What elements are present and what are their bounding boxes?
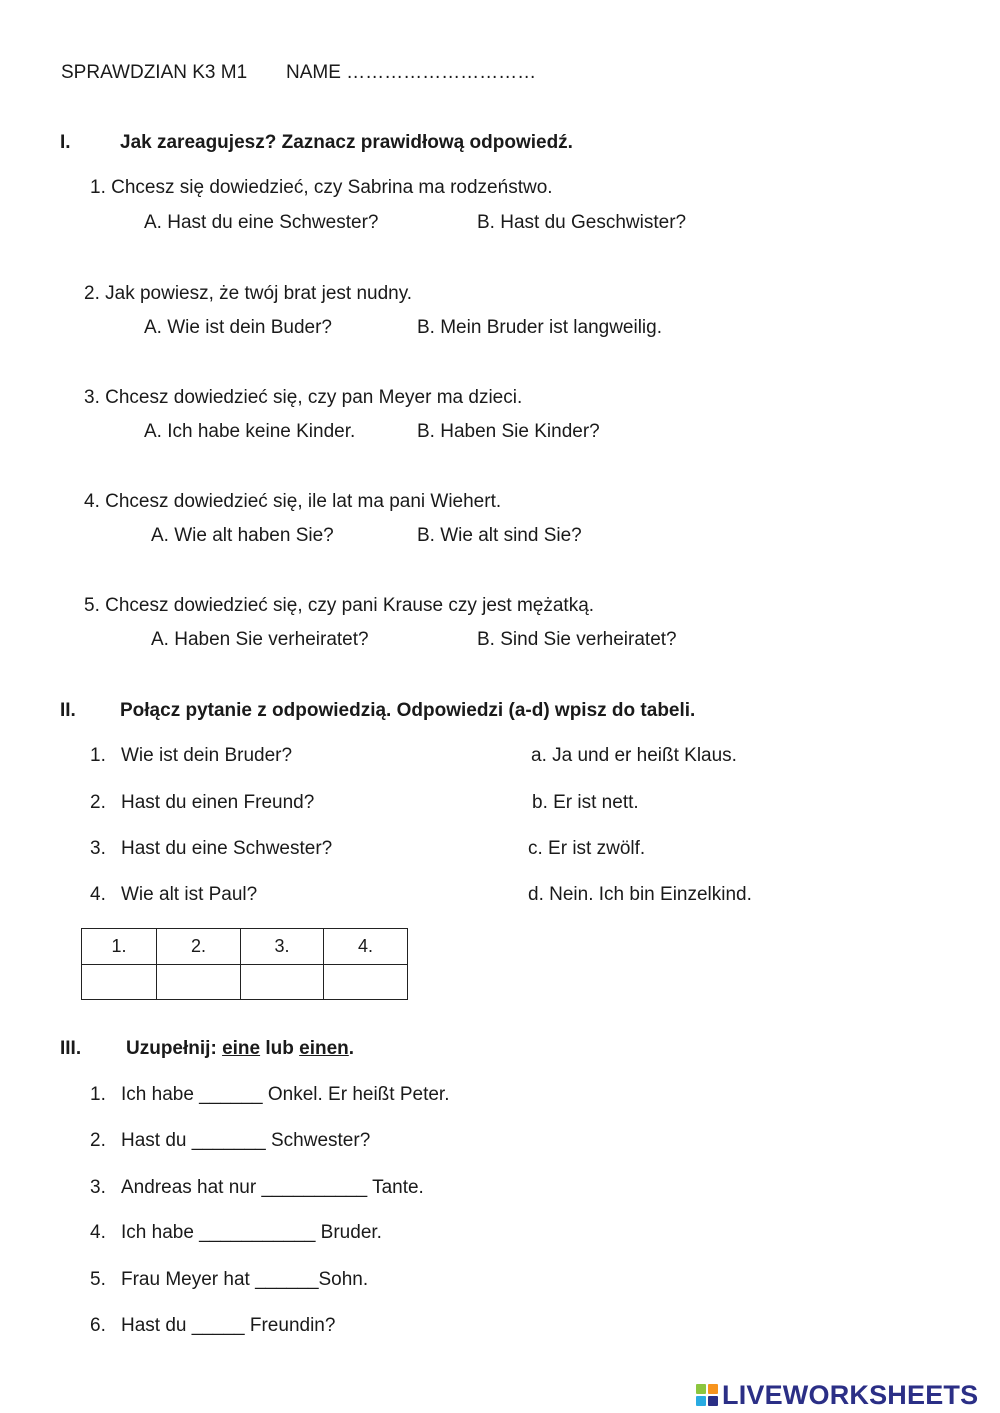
question-4-prompt: 4. Chcesz dowiedzieć się, ile lat ma pani Wiehert. [84, 491, 502, 512]
answer-table-header: 2. [157, 929, 241, 965]
question-5-prompt: 5. Chcesz dowiedzieć się, czy pani Krause czy jest mężatką. [84, 595, 595, 616]
question-5-option-a[interactable]: A. Haben Sie verheiratet? [151, 629, 369, 650]
question-2-option-a[interactable]: A. Wie ist dein Buder? [144, 317, 332, 338]
question-4-option-a[interactable]: A. Wie alt haben Sie? [151, 525, 334, 546]
section-3-instruction-connector: lub [260, 1038, 300, 1059]
question-2-option-b[interactable]: B. Mein Bruder ist langweilig. [417, 317, 662, 338]
question-1-option-a[interactable]: A. Hast du eine Schwester? [144, 212, 379, 233]
word-option-einen: einen [299, 1038, 349, 1059]
match-question: Hast du eine Schwester? [121, 838, 333, 859]
word-option-eine: eine [222, 1038, 261, 1059]
answer-table-header: 3. [241, 929, 324, 965]
fill-item-number: 6. [90, 1315, 106, 1336]
logo-mark-icon [696, 1384, 718, 1406]
match-answer: a. Ja und er heißt Klaus. [531, 745, 737, 766]
question-3-option-b[interactable]: B. Haben Sie Kinder? [417, 421, 600, 442]
match-question-number: 3. [90, 838, 106, 859]
match-answer: b. Er ist nett. [532, 792, 639, 813]
answer-input-cell-3[interactable] [241, 965, 324, 1000]
match-question: Wie ist dein Bruder? [121, 745, 293, 766]
fill-item-number: 5. [90, 1269, 106, 1290]
section-1-instruction: Jak zareagujesz? Zaznacz prawidłową odpowiedź. [120, 132, 573, 153]
question-3-option-a[interactable]: A. Ich habe keine Kinder. [144, 421, 356, 442]
section-3-instruction-lead: Uzupełnij: [126, 1038, 223, 1059]
fill-item-sentence[interactable]: Hast du _____ Freundin? [121, 1315, 336, 1336]
fill-item-sentence[interactable]: Frau Meyer hat ______Sohn. [121, 1269, 369, 1290]
question-2-prompt: 2. Jak powiesz, że twój brat jest nudny. [84, 283, 413, 304]
logo-square-icon [708, 1396, 718, 1406]
fill-item-sentence[interactable]: Andreas hat nur __________ Tante. [121, 1177, 424, 1198]
fill-item-number: 3. [90, 1177, 106, 1198]
fill-item-sentence[interactable]: Ich habe ______ Onkel. Er heißt Peter. [121, 1084, 450, 1105]
fill-item-number: 2. [90, 1130, 106, 1151]
answer-input-cell-2[interactable] [157, 965, 241, 1000]
answer-input-cell-4[interactable] [324, 965, 408, 1000]
section-2-instruction: Połącz pytanie z odpowiedzią. Odpowiedzi (a-d) wpisz do tabeli. [120, 700, 696, 721]
fill-item-sentence[interactable]: Ich habe ___________ Bruder. [121, 1222, 382, 1243]
section-1-numeral: I. [60, 132, 71, 153]
section-3-instruction-end: . [348, 1038, 355, 1059]
answer-table [81, 928, 408, 1000]
logo-square-icon [708, 1384, 718, 1394]
logo-square-icon [696, 1396, 706, 1406]
answer-input-cell-1[interactable] [82, 965, 157, 1000]
logo-square-icon [696, 1384, 706, 1394]
fill-item-sentence[interactable]: Hast du _______ Schwester? [121, 1130, 371, 1151]
question-5-option-b[interactable]: B. Sind Sie verheiratet? [477, 629, 677, 650]
question-3-prompt: 3. Chcesz dowiedzieć się, czy pan Meyer ma dzieci. [84, 387, 523, 408]
question-1-option-b[interactable]: B. Hast du Geschwister? [477, 212, 687, 233]
answer-table-header: 4. [324, 929, 408, 965]
section-3-numeral: III. [60, 1038, 82, 1059]
worksheet-title: SPRAWDZIAN K3 M1 [61, 62, 248, 83]
logo-wordmark: LIVEWORKSHEETS [722, 1379, 979, 1410]
match-answer: d. Nein. Ich bin Einzelkind. [528, 884, 752, 905]
section-3-instruction [126, 1039, 354, 1058]
match-question-number: 4. [90, 884, 106, 905]
match-answer: c. Er ist zwölf. [528, 838, 646, 859]
match-question-number: 1. [90, 745, 106, 766]
question-4-option-b[interactable]: B. Wie alt sind Sie? [417, 525, 582, 546]
match-question-number: 2. [90, 792, 106, 813]
fill-item-number: 1. [90, 1084, 106, 1105]
answer-table-header: 1. [82, 929, 157, 965]
match-question: Hast du einen Freund? [121, 792, 315, 813]
question-1-prompt: 1. Chcesz się dowiedzieć, czy Sabrina ma rodzeństwo. [90, 177, 553, 198]
fill-item-number: 4. [90, 1222, 106, 1243]
liveworksheets-logo[interactable] [696, 1378, 978, 1412]
name-field-label: NAME ………………………… [286, 62, 537, 83]
section-2-numeral: II. [60, 700, 76, 721]
match-question: Wie alt ist Paul? [121, 884, 258, 905]
